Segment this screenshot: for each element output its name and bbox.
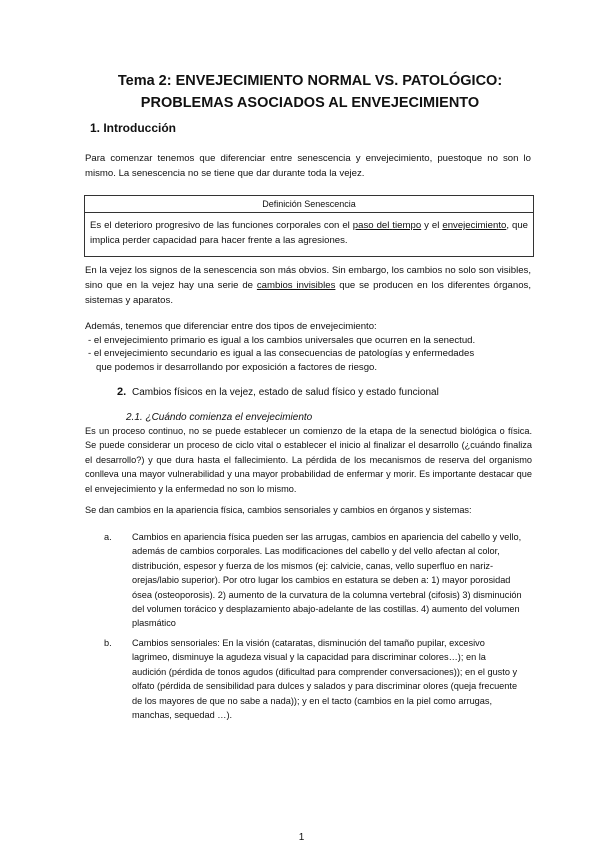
tipos-intro: Además, tenemos que diferenciar entre dos tipos de envejecimiento: bbox=[85, 321, 377, 332]
definition-underline-envejecimiento: envejecimiento bbox=[442, 220, 507, 231]
intro-paragraph: Para comenzar tenemos que diferenciar entre senescencia y envejecimiento, puestoque no son lo mismo. La senescencia no se tiene que dar durante toda la vejez. bbox=[85, 153, 531, 179]
section-2-heading bbox=[117, 386, 439, 398]
subsection-2-1-heading: 2.1. ¿Cuándo comienza el envejecimiento bbox=[126, 412, 313, 423]
vejez-underline-cambios: cambios invisibles bbox=[256, 280, 336, 291]
tipos-item-2-continuation: que podemos ir desarrollando por exposición a factores de riesgo. bbox=[96, 361, 378, 373]
vejez-text-part-1: En la vejez los signos de la senescencia son más obvios. Sin embargo, los cambios no solo son visibles, sino que en la vejez hay una serie de bbox=[85, 265, 531, 291]
list-item-b-text: Cambios sensoriales: En la visión (cataratas, disminución del tamaño pupilar, excesivo lagrimeo, disminuye la agudeza visual y la capacidad para discriminar colores…); en la audición (pérdida de tonos agudos (dificultad para comprender conversaciones)); en el gusto y olfato (pérdida de sensibilidad para dulces y salados y para discriminar olores (queja frecuente de los mayores de que no sabe a nada)); y en el tacto (cambios en la piel como arrugas, manchas, sequedad …). bbox=[132, 638, 518, 721]
definition-title: Definición Senescencia bbox=[85, 196, 533, 213]
section-2-title: Cambios físicos en la vejez, estado de salud físico y estado funcional bbox=[131, 387, 439, 398]
vejez-paragraph bbox=[85, 263, 531, 308]
definition-text bbox=[85, 213, 533, 248]
section-1-heading: 1. Introducción bbox=[90, 121, 177, 135]
list-item-b-marker: b. bbox=[104, 638, 112, 648]
definition-text-part-2: y el bbox=[421, 220, 443, 231]
tipos-item-1: - el envejecimiento primario es igual a los cambios universales que ocurren en la senectud. bbox=[88, 334, 476, 346]
list-item-a-text: Cambios en apariencia física pueden ser las arrugas, cambios en apariencia del cabello y vello, además de cambios corporales. Las modificaciones del cabello y del vello afectan al color, distribución, espesor y fuerza de los mismos (ej: calvicie, canas, vello superfluo en nariz-orejas/labio superior). Por otro lugar los cambios en estatura se deben a: 1) mayor porosidad ósea (osteoporosis). 2) aumento de la curvatura de la columna vertebral (cifosis) 3) disminución del volumen torácico y desplazamiento abajo-adelante de las costillas. 4) aumento del volumen plasmático bbox=[132, 532, 522, 629]
tipos-list bbox=[85, 320, 529, 374]
definition-box bbox=[84, 195, 534, 257]
section-2-number: 2. bbox=[117, 386, 127, 398]
title-line-1: Tema 2: ENVEJECIMIENTO NORMAL VS. PATOLÓGICO: bbox=[117, 73, 503, 89]
definition-text-part-3: , que implica perder capacidad para hacer frente a las agresiones. bbox=[90, 220, 529, 246]
list-item-a-marker: a. bbox=[104, 532, 112, 542]
cambios-intro: Se dan cambios en la apariencia física, cambios sensoriales y cambios en órganos y sistemas: bbox=[85, 505, 472, 515]
definition-underline-tiempo: tiempo bbox=[392, 220, 422, 231]
tipos-item-2: - el envejecimiento secundario es igual a las consecuencias de patologías y enfermedades bbox=[88, 348, 475, 359]
title-line-2: PROBLEMAS ASOCIADOS AL ENVEJECIMIENTO bbox=[140, 95, 480, 111]
definition-text-part-1: Es el deterioro progresivo de las funciones corporales con el bbox=[90, 220, 353, 231]
definition-underline-paso: paso del bbox=[352, 220, 390, 231]
vejez-text-part-2: que se producen en los diferentes órganos, sistemas y aparatos. bbox=[85, 280, 531, 306]
page-number: 1 bbox=[298, 832, 305, 843]
subsection-2-1-paragraph: Es un proceso continuo, no se puede establecer un comienzo de la etapa de la senectud biológica o física. Se puede considerar un proceso de ciclo vital o establecer el inicio al finalizar el desarrollo (¿cuándo finaliza el desarrollo?) y que dura hasta el fallecimiento. La pérdida de los mecanismos de reserva del organismo conlleva una mayor vulnerabilidad y una mayor probabilidad de enfermar y morir. Es importante destacar que el envejecimiento y la enfermedad no son lo mismo. bbox=[85, 426, 532, 494]
document-title bbox=[90, 70, 530, 114]
